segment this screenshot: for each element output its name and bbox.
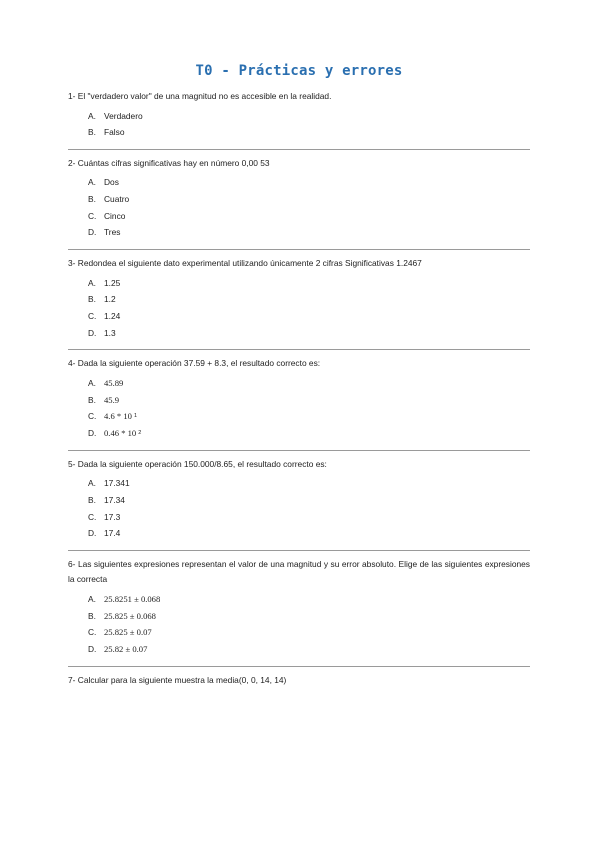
question-text: 4- Dada la siguiente operación 37.59 + 8.3, el resultado correcto es:	[68, 358, 321, 369]
question-1	[68, 89, 530, 150]
option-text: 1.2	[104, 294, 116, 305]
question-6	[68, 557, 530, 667]
option-letter: B.	[88, 494, 96, 505]
option-letter: B.	[88, 294, 96, 305]
question-7	[68, 673, 530, 689]
question-text: 3- Redondea el siguiente dato experimental utilizando únicamente 2 cifras Significativas 1.2467	[68, 258, 422, 269]
option-letter: C.	[88, 511, 97, 522]
option-item[interactable]	[88, 325, 530, 342]
question-3	[68, 256, 530, 350]
option-item[interactable]	[88, 641, 530, 658]
option-item[interactable]	[88, 608, 530, 625]
option-text: 25.8251 ± 0.068	[104, 593, 161, 604]
option-letter: B.	[88, 127, 96, 138]
option-text: 25.825 ± 0.07	[104, 627, 152, 638]
option-list	[68, 108, 530, 141]
option-letter: B.	[88, 610, 96, 621]
option-text: Cinco	[104, 210, 126, 221]
option-letter: A.	[88, 593, 96, 604]
option-item[interactable]	[88, 624, 530, 641]
option-item[interactable]	[88, 509, 530, 526]
option-exponent: 2	[138, 429, 142, 436]
option-text: 45.9	[104, 394, 120, 405]
option-item[interactable]	[88, 208, 530, 225]
option-letter: D.	[88, 427, 97, 438]
option-text: 1.24	[104, 311, 121, 321]
option-text: 17.34	[104, 494, 125, 505]
option-letter: A.	[88, 377, 96, 388]
option-item[interactable]	[88, 291, 530, 308]
document-page	[68, 0, 530, 688]
option-exponent: 1	[133, 413, 137, 420]
option-text: 1.3	[104, 327, 116, 338]
option-item[interactable]	[88, 375, 530, 392]
option-item[interactable]	[88, 224, 530, 241]
question-4	[68, 356, 530, 450]
option-text: 17.341	[104, 478, 130, 489]
option-text: 25.82 ± 0.07	[104, 643, 148, 654]
option-item[interactable]	[88, 525, 530, 542]
option-letter: D.	[88, 227, 97, 238]
option-text: 4.6 * 10	[104, 411, 132, 422]
option-item[interactable]	[88, 492, 530, 509]
option-text: 1.25	[104, 277, 121, 288]
question-text: 5- Dada la siguiente operación 150.000/8.65, el resultado correcto es:	[68, 458, 327, 469]
option-list	[68, 174, 530, 241]
option-text: 45.89	[104, 377, 124, 388]
option-item[interactable]	[88, 191, 530, 208]
option-text: Cuatro	[104, 194, 130, 205]
option-text: 17.4	[104, 528, 121, 539]
option-letter: A.	[88, 277, 96, 288]
option-text: Verdadero	[104, 110, 143, 121]
option-text: 0.46 * 10	[104, 427, 137, 438]
option-letter: B.	[88, 194, 96, 205]
option-list	[68, 375, 530, 442]
option-letter: C.	[88, 210, 97, 221]
option-letter: C.	[88, 411, 97, 422]
option-text: 25.825 ± 0.068	[104, 610, 156, 621]
option-text: Tres	[104, 227, 121, 238]
option-letter: B.	[88, 394, 96, 405]
option-item[interactable]	[88, 591, 530, 608]
separator-line	[68, 666, 530, 667]
option-letter: C.	[88, 311, 97, 321]
question-2	[68, 156, 530, 250]
question-text: 1- El "verdadero valor" de una magnitud no es accesible en la realidad.	[68, 91, 332, 101]
option-letter: A.	[88, 478, 96, 489]
option-list	[68, 591, 530, 658]
option-item[interactable]	[88, 124, 530, 141]
option-letter: D.	[88, 327, 97, 338]
option-text: Falso	[104, 127, 125, 138]
option-list	[68, 475, 530, 542]
separator-line	[68, 450, 530, 451]
separator-line	[68, 550, 530, 551]
option-letter: D.	[88, 643, 97, 654]
separator-line	[68, 349, 530, 350]
option-letter: C.	[88, 627, 97, 638]
option-text: Dos	[104, 177, 119, 188]
option-letter: A.	[88, 177, 96, 188]
question-text: 2- Cuántas cifras significativas hay en número 0,00 53	[68, 157, 270, 168]
option-text: 17.3	[104, 511, 121, 522]
option-item[interactable]	[88, 475, 530, 492]
question-list	[68, 89, 530, 688]
option-item[interactable]	[88, 425, 530, 442]
option-letter: A.	[88, 110, 96, 121]
separator-line	[68, 149, 530, 150]
option-item[interactable]	[88, 275, 530, 292]
option-item[interactable]	[88, 174, 530, 191]
question-text: 7- Calcular para la siguiente muestra la media(0, 0, 14, 14)	[68, 674, 287, 685]
separator-line	[68, 249, 530, 250]
page-title: T0 - Prácticas y errores	[195, 63, 403, 79]
option-item[interactable]	[88, 408, 530, 425]
option-list	[68, 275, 530, 342]
question-5	[68, 457, 530, 551]
option-item[interactable]	[88, 392, 530, 409]
option-item[interactable]	[88, 108, 530, 125]
option-item[interactable]	[88, 308, 530, 325]
option-letter: D.	[88, 528, 97, 539]
question-text: 6- Las siguientes expresiones representan el valor de una magnitud y su error absoluto. Elige de las siguientes expresiones la correcta	[68, 558, 530, 585]
